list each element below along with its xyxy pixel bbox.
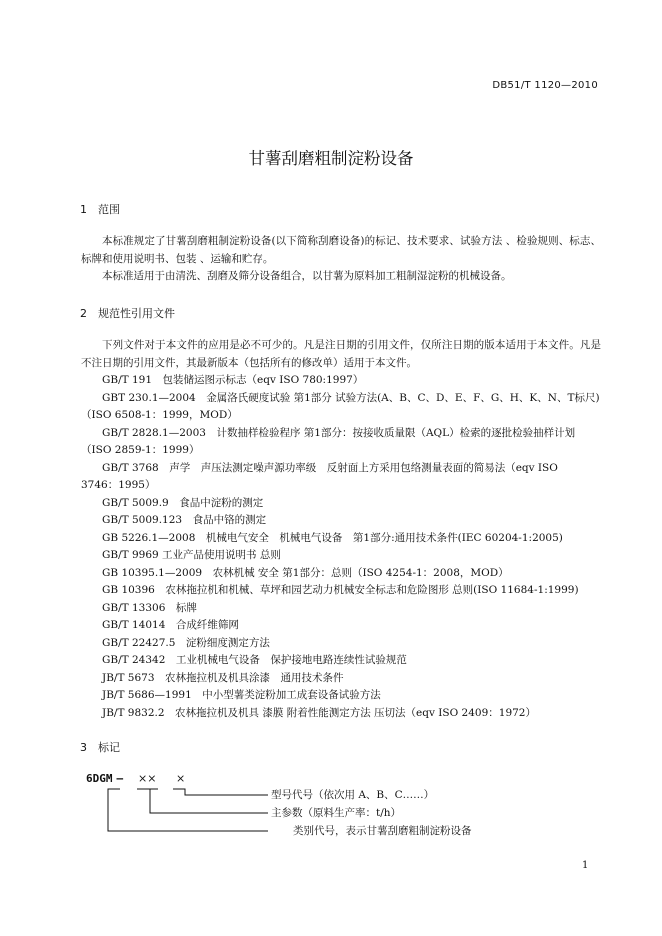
marking-label-param: 主参数（原料生产率：t/h）	[271, 807, 402, 819]
scope-paragraph-1: 本标准规定了甘薯刮磨粗制淀粉设备(以下简称刮磨设备)的标记、技术要求、试验方法 、检验规则、标志、标牌和使用说明书、包装 、运输和贮存。	[81, 235, 601, 265]
reference-item-continuation: （ISO 6508-1：1999，MOD）	[81, 409, 238, 421]
section-title: 范围	[98, 203, 120, 216]
document-title: 甘薯刮磨粗制淀粉设备	[248, 149, 414, 168]
leader-line-param	[137, 789, 268, 813]
section-number: 2	[80, 307, 87, 320]
reference-item: GB/T 14014 合成纤维筛网	[102, 619, 239, 631]
normative-intro-paragraph: 下列文件对于本文件的应用是必不可少的。凡是注日期的引用文件，仅所注日期的版本适用于本文件。凡是不注日期的引用文件，其最新版本（包括所有的修改单）适用于本文件。	[81, 339, 601, 369]
reference-item: GB 10395.1—2009 农林机械 安全 第1部分：总则（ISO 4254-1：2008，MOD）	[102, 566, 509, 579]
reference-item-continuation: 3746：1995）	[81, 479, 156, 491]
reference-item: GB 5226.1—2008 机械电气安全 机械电气设备 第1部分:通用技术条件(IEC 60204-1:2005)	[102, 531, 563, 544]
marking-label-category: 类别代号，表示甘薯刮磨粗制淀粉设备	[293, 825, 472, 837]
reference-item: JB/T 9832.2 农林拖拉机及机具 漆膜 附着性能测定方法 压切法（eqv ISO 2409：1972）	[102, 706, 536, 719]
reference-item: GB/T 5009.9 食品中淀粉的测定	[102, 496, 264, 509]
page-number: 1	[582, 860, 589, 871]
marking-label-model: 型号代号（依次用 A、B、C……）	[271, 789, 435, 801]
reference-item: JB/T 5686—1991 中小型薯类淀粉加工成套设备试验方法	[102, 689, 381, 701]
reference-item: GB/T 191 包装储运图示标志（eqv ISO 780:1997）	[102, 374, 364, 386]
reference-item: JB/T 5673 农林拖拉机及机具涂漆 通用技术条件	[102, 671, 344, 684]
section-number: 3	[80, 741, 87, 754]
reference-item-continuation: （ISO 2859-1：1999）	[81, 444, 200, 456]
reference-item: GB/T 3768 声学 声压法测定噪声源功率级 反射面上方采用包络测量表面的简易法（eqv ISO	[102, 461, 558, 474]
reference-item: GB/T 22427.5 淀粉细度测定方法	[102, 636, 270, 649]
section-number: 1	[80, 203, 87, 216]
scope-paragraph-2: 本标准适用于由清洗、刮磨及筛分设备组合，以甘薯为原料加工粗制湿淀粉的机械设备。	[102, 270, 512, 282]
marking-model: ×	[176, 772, 186, 785]
marking-dash: —	[116, 772, 124, 785]
marking-prefix: 6DGM	[86, 772, 113, 785]
reference-item: GB/T 9969 工业产品使用说明书 总则	[102, 549, 281, 561]
reference-item: GB/T 13306 标牌	[102, 601, 197, 614]
section-title: 规范性引用文件	[98, 307, 175, 320]
reference-item: GB 10396 农林拖拉机和机械、草坪和园艺动力机械安全标志和危险图形 总则(ISO 11684-1:1999)	[102, 584, 579, 596]
reference-item: GB/T 5009.123 食品中铬的测定	[102, 514, 267, 526]
reference-item: GBT 230.1—2004 金属洛氏硬度试验 第1部分 试验方法(A、B、C、D、E、F、G、H、K、N、T标尺)	[102, 391, 600, 404]
leader-line-model	[173, 789, 268, 795]
reference-item: GB/T 24342 工业机械电气设备 保护接地电路连续性试验规范	[102, 654, 407, 666]
reference-item: GB/T 2828.1—2003 计数抽样检验程序 第1部分：按接收质量限（AQL）检索的逐批检验抽样计划	[102, 426, 576, 439]
section-title: 标记	[98, 741, 120, 754]
standard-number: DB51/T 1120—2010	[492, 80, 598, 91]
marking-param: ××	[138, 772, 157, 785]
